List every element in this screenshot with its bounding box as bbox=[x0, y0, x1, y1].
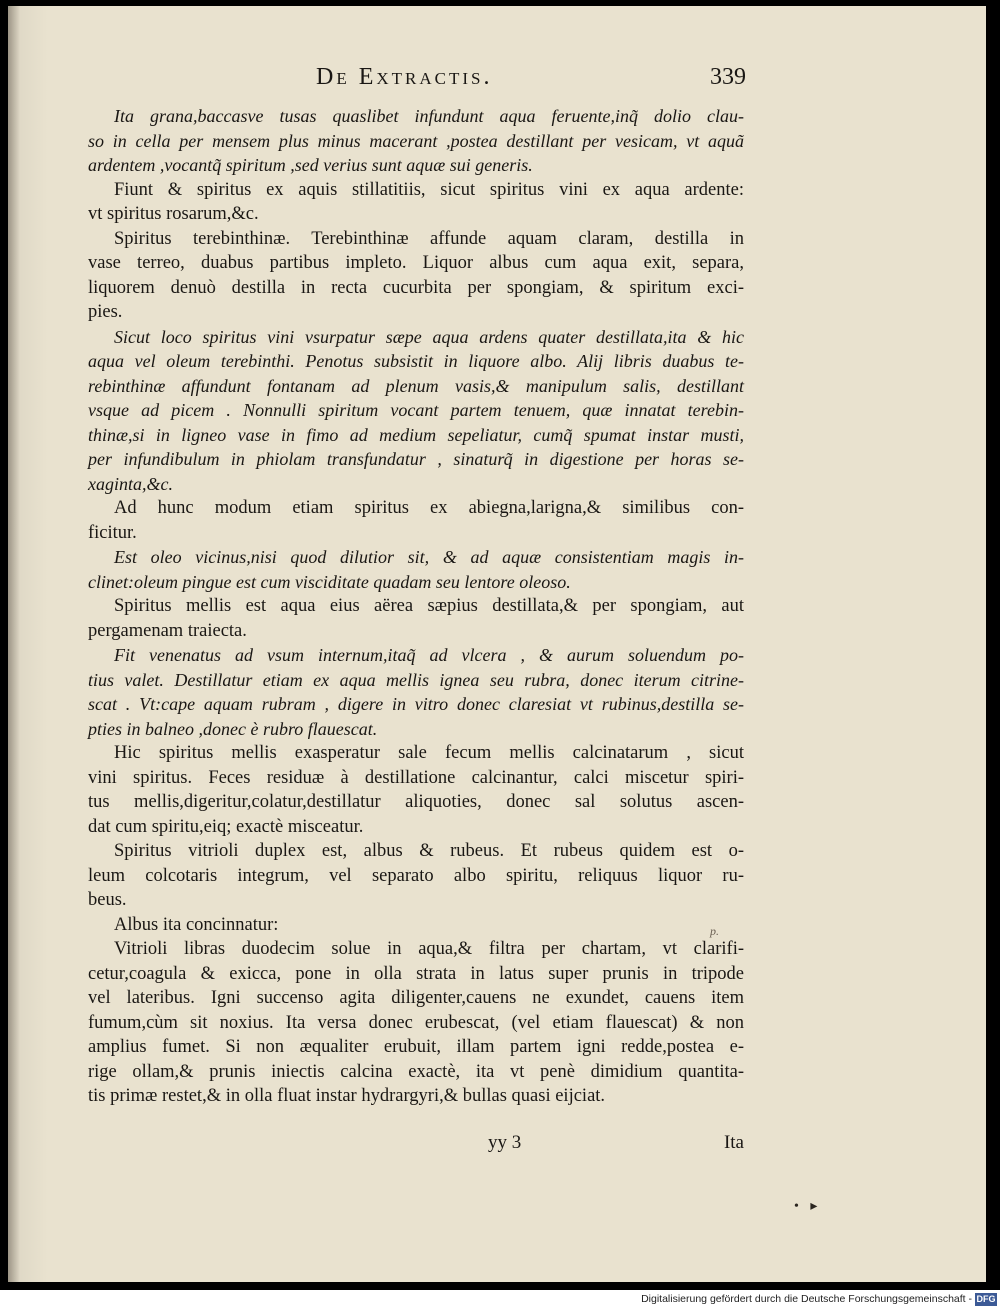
text-line: vel lateribus. Igni succenso agita diligenter,cauens ne exundet, cauens item bbox=[88, 988, 744, 1008]
text-line: Spiritus vitrioli duplex est, albus & rubeus. Et rubeus quidem est o- bbox=[114, 841, 744, 861]
book-page bbox=[8, 6, 986, 1282]
text-line: ficitur. bbox=[88, 522, 137, 543]
text-line: rebinthinæ affundunt fontanam ad plenum vasis,& manipulum salis, destillant bbox=[88, 375, 744, 396]
text-line: pergamenam traiecta. bbox=[88, 620, 247, 641]
text-line: pties in balneo ,donec è rubro flauescat. bbox=[88, 718, 378, 739]
signature-mark: yy 3 bbox=[488, 1132, 522, 1153]
page-number: 339 bbox=[710, 64, 746, 90]
margin-mark: p. bbox=[710, 924, 719, 938]
text-line: vt spiritus rosarum,&c. bbox=[88, 204, 259, 224]
text-line: Ita grana,baccasve tusas quaslibet infundunt aqua feruente,inq̃ dolio clau- bbox=[114, 106, 744, 126]
ink-speck: • ▸ bbox=[794, 1199, 822, 1214]
text-line: pies. bbox=[88, 302, 123, 322]
text-line: Hic spiritus mellis exasperatur sale fecum mellis calcinatarum , sicut bbox=[114, 743, 744, 763]
text-line: vsque ad picem . Nonnulli spiritum vocant partem tenuem, quæ innatat terebin- bbox=[88, 400, 744, 420]
text-line: cetur,coagula & exicca, pone in olla strata in latus super prunis in tripode bbox=[88, 963, 744, 984]
text-line: xaginta,&c. bbox=[88, 473, 173, 494]
body-text bbox=[88, 104, 744, 1109]
text-line: tis primæ restet,& in olla fluat instar hydrargyri,& bullas quasi eijciat. bbox=[88, 1086, 606, 1106]
text-line: thinæ,si in ligneo vase in fimo ad medium sepeliatur, cumq̃ spumat instar musti, bbox=[88, 424, 744, 445]
text-line: aqua vel oleum terebinthi. Penotus subsistit in liquore albo. Alij libris duabus te- bbox=[88, 351, 744, 371]
digitization-notice: Digitalisierung gefördert durch die Deutsche Forschungsgemeinschaft - bbox=[641, 1293, 972, 1305]
text-line: Est oleo vicinus,nisi quod dilutior sit, & ad aquæ consistentiam magis in- bbox=[114, 547, 744, 567]
text-line: Spiritus terebinthinæ. Terebinthinæ affunde aquam claram, destilla in bbox=[114, 228, 744, 249]
text-line: liquorem denuò destilla in recta cucurbita per spongiam, & spiritum exci- bbox=[88, 277, 744, 298]
text-line: Fiunt & spiritus ex aquis stillatitiis, sicut spiritus vini ex aqua ardente: bbox=[114, 179, 744, 200]
running-header bbox=[316, 64, 746, 98]
dfg-logo: DFG bbox=[976, 1294, 996, 1304]
page-footer bbox=[88, 1132, 744, 1160]
text-line: leum colcotaris integrum, vel separato albo spiritu, reliquus liquor ru- bbox=[88, 865, 744, 886]
text-line: Spiritus mellis est aqua eius aërea sæpius destillata,& per spongiam, aut bbox=[114, 596, 744, 616]
text-line: Ad hunc modum etiam spiritus ex abiegna,larigna,& similibus con- bbox=[114, 498, 744, 518]
text-line: ardentem ,vocantq̃ spiritum ,sed verius sunt aquæ sui generis. bbox=[88, 155, 533, 175]
text-line: Fit venenatus ad vsum internum,itaq̃ ad vlcera , & aurum soluendum po- bbox=[114, 645, 744, 665]
catchword: Ita bbox=[723, 1132, 744, 1153]
text-line: per infundibulum in phiolam transfundatur , sinaturq̃ in digestione per horas se- bbox=[88, 449, 744, 469]
text-line: clinet:oleum pingue est cum visciditate quadam seu lentore oleoso. bbox=[88, 571, 571, 592]
text-line: vini spiritus. Feces residuæ à destillatione calcinantur, calci miscetur spiri- bbox=[88, 767, 744, 788]
digitization-bar bbox=[0, 1290, 1000, 1310]
spine-shadow bbox=[8, 6, 20, 1282]
text-line: Albus ita concinnatur: bbox=[114, 914, 279, 935]
text-line: Vitrioli libras duodecim solue in aqua,& filtra per chartam, vt clarifi- bbox=[114, 939, 744, 959]
text-line: so in cella per mensem plus minus macerant ,postea destillant per vesicam, vt aquã bbox=[88, 130, 744, 151]
text-line: vase terreo, duabus partibus impleto. Liquor albus cum aqua exit, separa, bbox=[88, 253, 744, 273]
text-line: tus mellis,digeritur,colatur,destillatur aliquoties, donec sal solutus ascen- bbox=[88, 792, 744, 812]
text-line: rige ollam,& prunis iniectis calcina exactè, ita vt penè dimidium quantita- bbox=[88, 1061, 744, 1082]
text-line: Sicut loco spiritus vini vsurpatur sæpe aqua ardens quater destillata,ita & hic bbox=[114, 326, 744, 347]
text-line: tius valet. Destillatur etiam ex aqua mellis ignea seu rubra, donec iterum citrine- bbox=[88, 669, 744, 690]
running-title: De Extractis. bbox=[316, 64, 493, 90]
text-line: beus. bbox=[88, 890, 127, 910]
text-line: amplius fumet. Si non æqualiter erubuit, illam partem igni redde,postea e- bbox=[88, 1037, 744, 1057]
text-line: fumum,cùm sit noxius. Ita versa donec erubescat, (vel etiam flauescat) & non bbox=[88, 1012, 744, 1033]
text-line: scat . Vt:cape aquam rubram , digere in vitro donec claresiat vt rubinus,destilla se- bbox=[88, 694, 744, 714]
text-line: dat cum spiritu,eiq; exactè misceatur. bbox=[88, 816, 364, 837]
